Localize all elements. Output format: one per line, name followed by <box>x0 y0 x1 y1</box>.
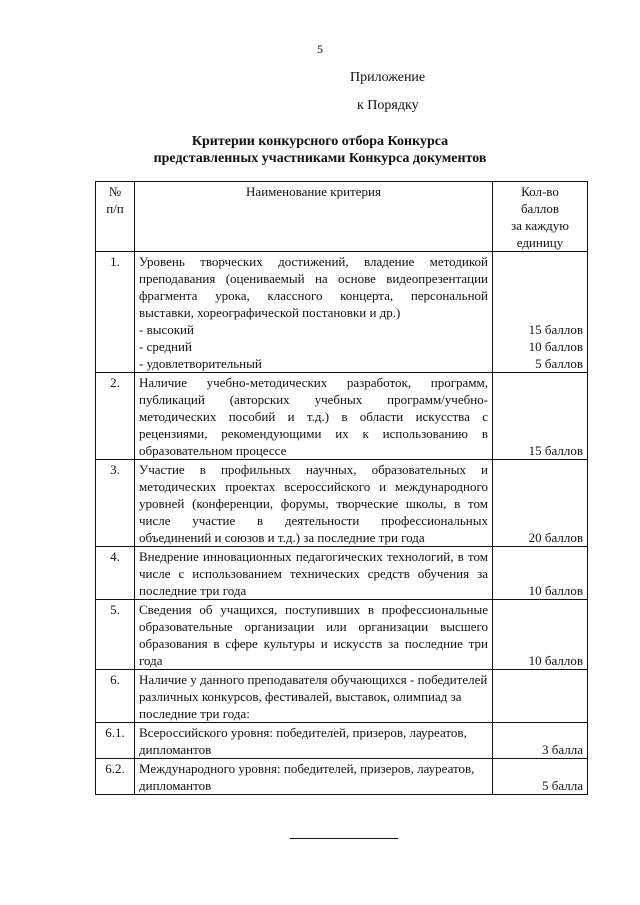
table-row <box>96 252 588 373</box>
row-points-value: 10 баллов <box>528 339 583 354</box>
row-num: 1. <box>96 252 135 373</box>
header-points-line: за каждую <box>511 218 569 233</box>
header-points-line: единицу <box>516 235 564 250</box>
table-row <box>96 723 588 759</box>
table-row <box>96 759 588 795</box>
row-num: 5. <box>96 600 135 670</box>
title-line-2: представленных участниками Конкурса документов <box>153 151 487 166</box>
row-criterion: Сведения об учащихся, поступивших в профессиональные образовательные организации или организации высшего образования в сфере культуры и искусств за последние три года <box>135 600 493 670</box>
row-num: 6.2. <box>96 759 135 795</box>
page-number: 5 <box>317 42 323 56</box>
header-num <box>96 182 135 252</box>
row-num: 3. <box>96 460 135 547</box>
row-level-item: - средний <box>139 339 192 354</box>
row-points <box>493 373 588 460</box>
footer-divider <box>290 838 398 839</box>
appendix-label: Приложение <box>350 70 426 85</box>
row-points-value: 3 балла <box>542 742 583 757</box>
row-points <box>493 460 588 547</box>
table-header-row <box>96 182 588 252</box>
header-num-line: № <box>108 184 122 199</box>
row-criterion: Наличие учебно-методических разработок, программ, публикаций (авторских учебных программ/учебно-методических пособий и т.д.) в области искусства с рецензиями, рекомендующими их к использованию в образовательном процессе <box>135 373 493 460</box>
row-points <box>493 670 588 723</box>
row-points-value: 5 баллов <box>535 356 583 371</box>
row-criterion: Наличие у данного преподавателя обучающихся - победителей различных конкурсов, фестивалей, выставок, олимпиад за последние три года: <box>135 670 493 723</box>
header-name: Наименование критерия <box>135 182 493 252</box>
row-points-value: 20 баллов <box>528 530 583 545</box>
row-points-value: 10 баллов <box>528 653 583 668</box>
appendix-reference: к Порядку <box>357 98 419 113</box>
row-points-value: 10 баллов <box>528 583 583 598</box>
row-criterion: Внедрение инновационных педагогических технологий, в том числе с использованием технических средств обучения за последние три года <box>135 547 493 600</box>
row-criterion: Всероссийского уровня: победителей, призеров, лауреатов, дипломантов <box>135 723 493 759</box>
row-points <box>493 759 588 795</box>
row-level-item: - высокий <box>139 322 194 337</box>
row-criterion-text: Уровень творческих достижений, владение методикой преподавания (оцениваемый на основе видеопрезентации фрагмента урока, классного концерта, персональной выставки, хореографической постановки и др.) <box>139 254 488 320</box>
row-num: 2. <box>96 373 135 460</box>
row-points <box>493 547 588 600</box>
row-criterion: Участие в профильных научных, образовательных и методических проектах всероссийского и международного уровней (конференции, форумы, творческие школы, в том числе участие в деятельности профессиональных объединений и союзов и т.д.) за последние три года <box>135 460 493 547</box>
row-num: 6. <box>96 670 135 723</box>
header-num-line: п/п <box>106 201 124 216</box>
table-row <box>96 670 588 723</box>
row-points-value: 15 баллов <box>528 443 583 458</box>
row-points <box>493 600 588 670</box>
header-points-line: баллов <box>520 201 560 216</box>
row-num: 6.1. <box>96 723 135 759</box>
table-row <box>96 547 588 600</box>
document-title <box>0 133 640 167</box>
row-num: 4. <box>96 547 135 600</box>
row-points-value: 5 балла <box>542 778 583 793</box>
row-points <box>493 252 588 373</box>
table-row <box>96 600 588 670</box>
row-points-value: 15 баллов <box>528 322 583 337</box>
header-points <box>493 182 588 252</box>
title-line-1: Критерии конкурсного отбора Конкурса <box>191 134 449 149</box>
header-points-line: Кол-во <box>521 184 559 199</box>
row-criterion: Международного уровня: победителей, призеров, лауреатов, дипломантов <box>135 759 493 795</box>
table-row <box>96 373 588 460</box>
row-criterion <box>135 252 493 373</box>
criteria-table <box>95 181 588 795</box>
row-points <box>493 723 588 759</box>
row-level-item: - удовлетворительный <box>139 356 262 371</box>
table-row <box>96 460 588 547</box>
